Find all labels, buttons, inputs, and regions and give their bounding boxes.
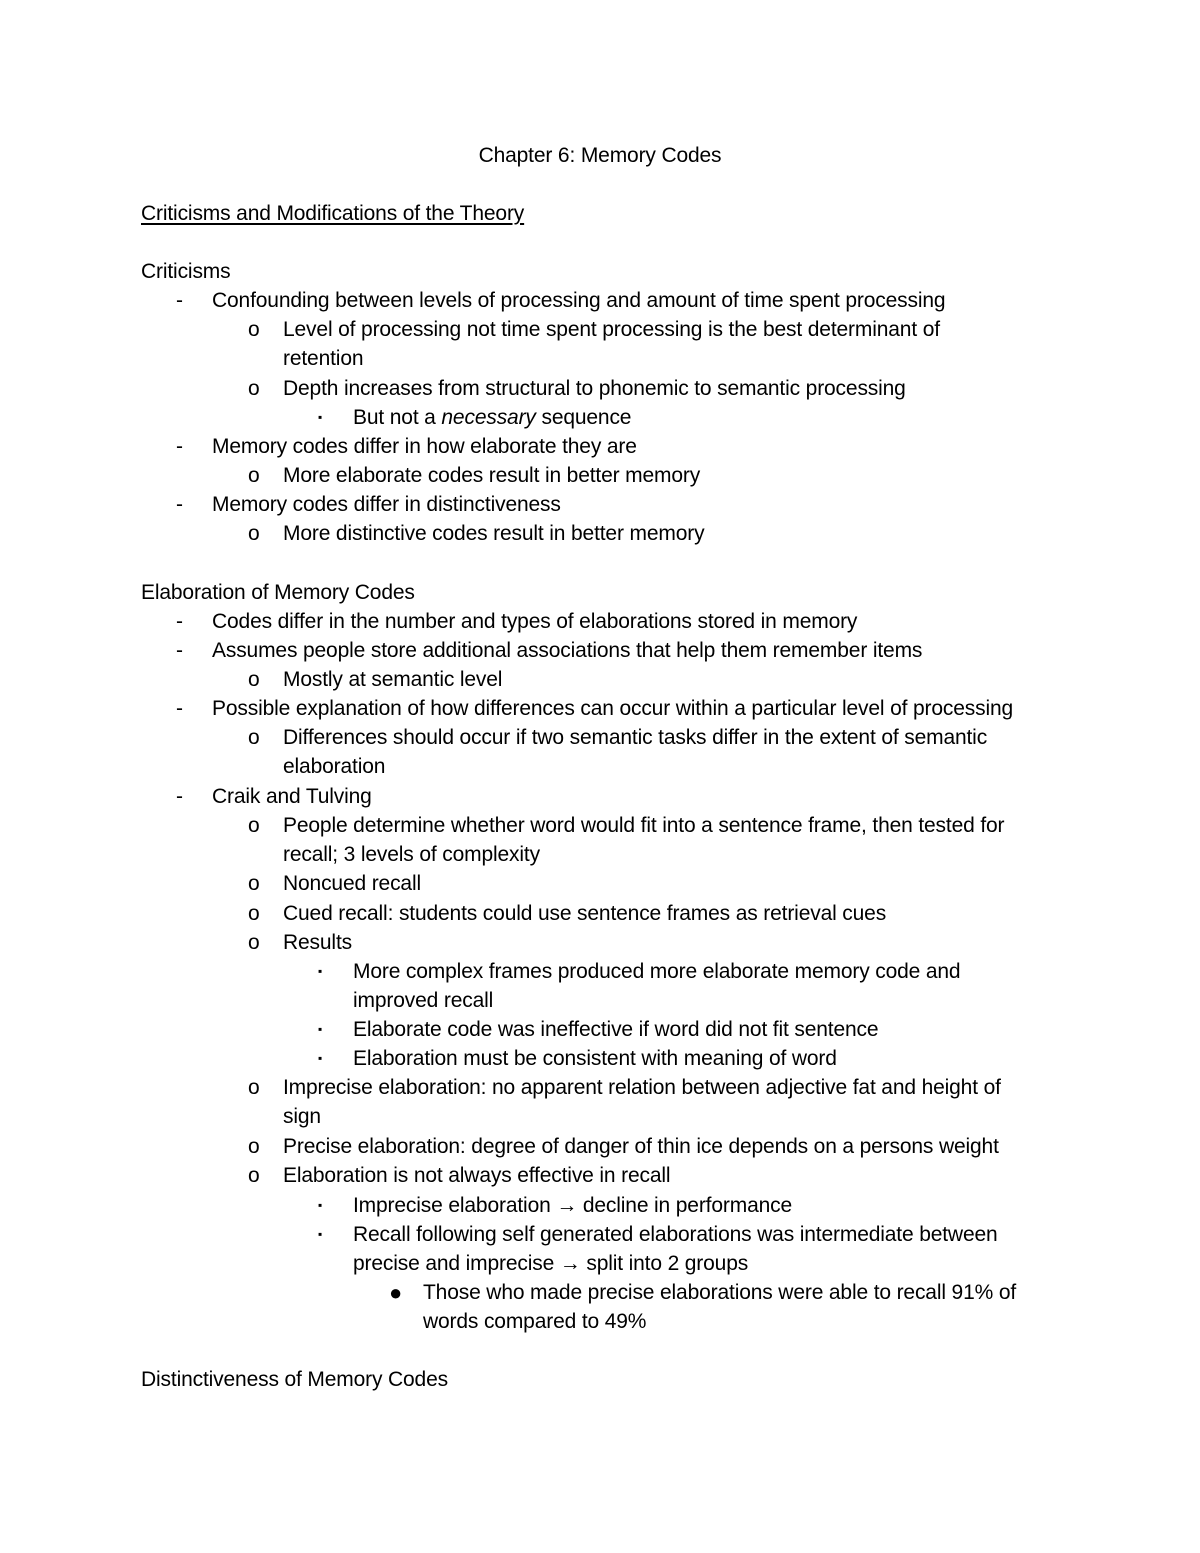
list-item: Precise elaboration: degree of danger of thin ice depends on a persons weight bbox=[283, 1135, 999, 1158]
circle-bullet: o bbox=[248, 1164, 260, 1187]
list-item: Elaboration is not always effective in recall bbox=[283, 1164, 671, 1187]
list-item: Level of processing not time spent processing is the best determinant of bbox=[283, 318, 940, 341]
list-item: Recall following self generated elaborations was intermediate between bbox=[353, 1223, 998, 1246]
list-item-continuation: improved recall bbox=[353, 989, 494, 1012]
circle-bullet: o bbox=[248, 318, 260, 341]
list-item: Memory codes differ in distinctiveness bbox=[212, 493, 561, 516]
dash-bullet: - bbox=[176, 610, 183, 633]
list-item: But not a necessary sequence bbox=[353, 406, 632, 429]
distinctiveness-heading: Distinctiveness of Memory Codes bbox=[141, 1368, 448, 1391]
dot-bullet: ● bbox=[389, 1280, 403, 1305]
circle-bullet: o bbox=[248, 726, 260, 749]
circle-bullet: o bbox=[248, 1076, 260, 1099]
dash-bullet: - bbox=[176, 785, 183, 808]
circle-bullet: o bbox=[248, 1135, 260, 1158]
list-item: People determine whether word would fit into a sentence frame, then tested for bbox=[283, 814, 1005, 837]
list-item: Craik and Tulving bbox=[212, 785, 372, 808]
list-item: Cued recall: students could use sentence frames as retrieval cues bbox=[283, 902, 887, 925]
dash-bullet: - bbox=[176, 435, 183, 458]
dash-bullet: - bbox=[176, 493, 183, 516]
section-heading: Criticisms and Modifications of the Theory bbox=[141, 202, 525, 225]
list-item: Differences should occur if two semantic tasks differ in the extent of semantic bbox=[283, 726, 988, 749]
elaboration-heading: Elaboration of Memory Codes bbox=[141, 581, 415, 604]
list-item: Elaborate code was ineffective if word did not fit sentence bbox=[353, 1018, 879, 1041]
square-bullet: ▪ bbox=[318, 410, 323, 424]
circle-bullet: o bbox=[248, 522, 260, 545]
arrow-icon: → bbox=[556, 1194, 578, 1217]
square-bullet: ▪ bbox=[318, 1051, 323, 1065]
list-item: More distinctive codes result in better memory bbox=[283, 522, 705, 545]
circle-bullet: o bbox=[248, 814, 260, 837]
emphasis-text: necessary bbox=[441, 406, 536, 429]
circle-bullet: o bbox=[248, 668, 260, 691]
list-item: Noncued recall bbox=[283, 872, 421, 895]
square-bullet: ▪ bbox=[318, 1198, 323, 1212]
list-item-continuation: sign bbox=[283, 1105, 321, 1128]
list-item: Results bbox=[283, 931, 352, 954]
list-item: Imprecise elaboration: no apparent relation between adjective fat and height of bbox=[283, 1076, 1001, 1099]
list-item: Mostly at semantic level bbox=[283, 668, 503, 691]
list-item: Imprecise elaboration → decline in performance bbox=[353, 1194, 793, 1217]
list-item: Elaboration must be consistent with meaning of word bbox=[353, 1047, 837, 1070]
list-item: Possible explanation of how differences can occur within a particular level of processing bbox=[212, 697, 1014, 720]
square-bullet: ▪ bbox=[318, 1022, 323, 1036]
list-item-continuation: retention bbox=[283, 347, 364, 370]
square-bullet: ▪ bbox=[318, 1227, 323, 1241]
list-item: Those who made precise elaborations were able to recall 91% of bbox=[423, 1281, 1017, 1304]
criticisms-heading: Criticisms bbox=[141, 260, 231, 283]
dash-bullet: - bbox=[176, 697, 183, 720]
circle-bullet: o bbox=[248, 377, 260, 400]
list-item-continuation: words compared to 49% bbox=[423, 1310, 647, 1333]
list-item-continuation: precise and imprecise → split into 2 groups bbox=[353, 1252, 749, 1275]
list-item: Confounding between levels of processing and amount of time spent processing bbox=[212, 289, 946, 312]
list-item: More elaborate codes result in better memory bbox=[283, 464, 701, 487]
list-item: Memory codes differ in how elaborate they are bbox=[212, 435, 637, 458]
list-item-continuation: recall; 3 levels of complexity bbox=[283, 843, 540, 866]
list-item: More complex frames produced more elaborate memory code and bbox=[353, 960, 961, 983]
list-item: Assumes people store additional associations that help them remember items bbox=[212, 639, 923, 662]
list-item: Depth increases from structural to phonemic to semantic processing bbox=[283, 377, 906, 400]
list-item: Codes differ in the number and types of elaborations stored in memory bbox=[212, 610, 858, 633]
square-bullet: ▪ bbox=[318, 964, 323, 978]
dash-bullet: - bbox=[176, 289, 183, 312]
circle-bullet: o bbox=[248, 872, 260, 895]
dash-bullet: - bbox=[176, 639, 183, 662]
arrow-icon: → bbox=[559, 1252, 581, 1275]
circle-bullet: o bbox=[248, 464, 260, 487]
circle-bullet: o bbox=[248, 902, 260, 925]
circle-bullet: o bbox=[248, 931, 260, 954]
list-item-continuation: elaboration bbox=[283, 755, 386, 778]
page-title: Chapter 6: Memory Codes bbox=[478, 144, 722, 167]
